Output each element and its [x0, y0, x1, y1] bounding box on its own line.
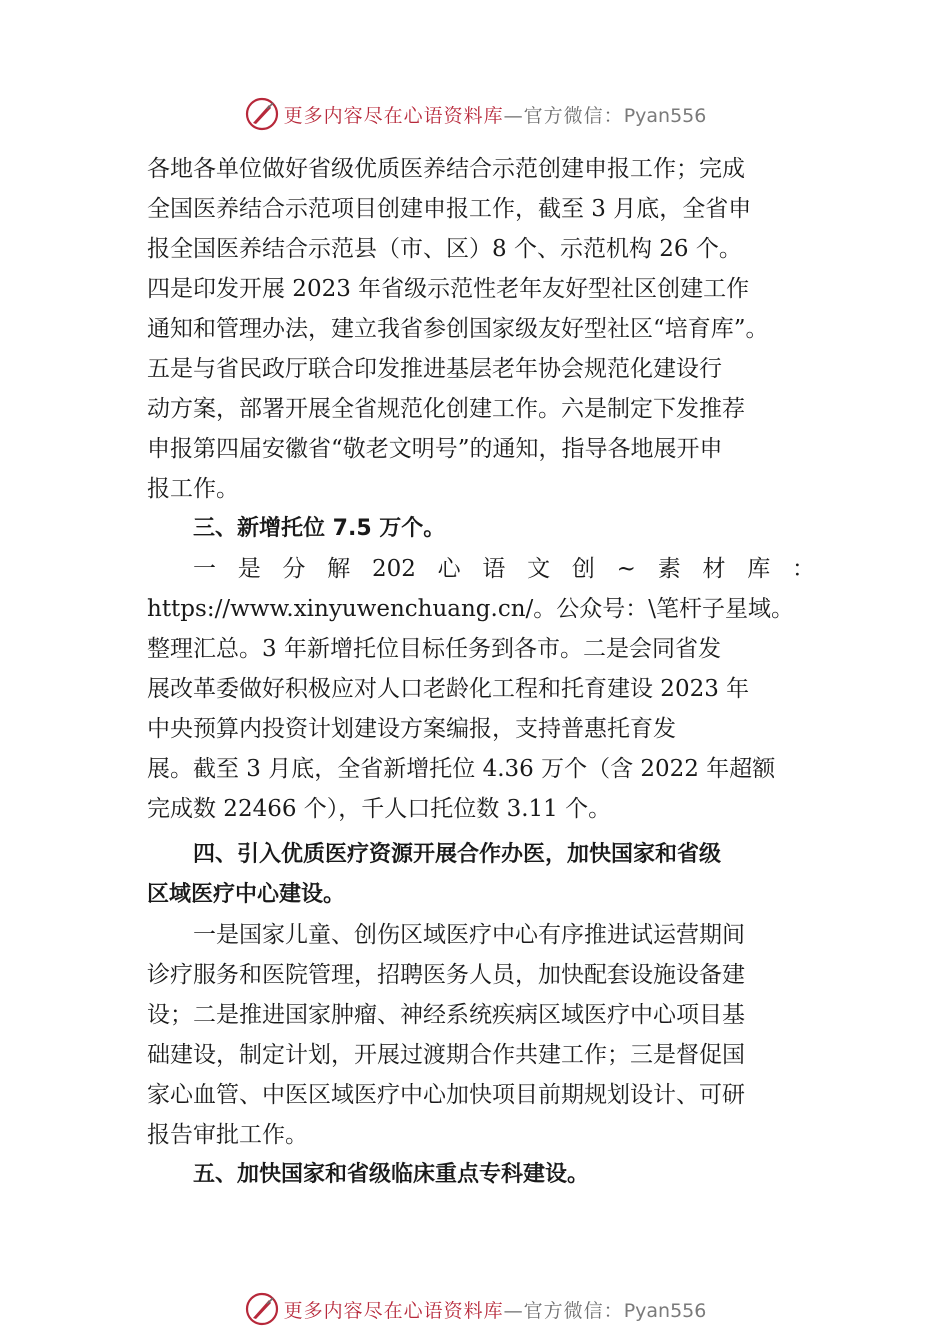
- spaced-token: 库: [747, 556, 771, 582]
- spaced-token: 文: [527, 556, 551, 582]
- text-line: 报全国医养结合示范县（市、区）8 个、示范机构 26 个。: [147, 236, 742, 262]
- section-heading-3: 三、新增托位 7.5 万个。: [193, 516, 446, 541]
- text-line: 整理汇总。3 年新增托位目标任务到各市。二是会同省发: [147, 636, 721, 662]
- text-line: 家心血管、中医区域医疗中心加快项目前期规划设计、可研: [147, 1082, 745, 1108]
- watermark-banner-bottom: [0, 1289, 950, 1329]
- spaced-token: 是: [237, 556, 261, 582]
- spaced-line: [147, 549, 815, 589]
- spaced-token: ~: [616, 556, 636, 582]
- quill-logo-icon: [244, 96, 280, 132]
- spaced-token: 202: [372, 556, 416, 582]
- text-line: 五是与省民政厅联合印发推进基层老年协会规范化建设行: [147, 356, 722, 382]
- text-line: 诊疗服务和医院管理，招聘医务人员，加快配套设施设备建: [147, 962, 745, 988]
- spaced-token: 解: [327, 556, 351, 582]
- section-heading-4: 四、引入优质医疗资源开展合作办医，加快国家和省级: [193, 842, 722, 867]
- text-line: 中央预算内投资计划建设方案编报，支持普惠托育发: [147, 716, 676, 742]
- quill-logo-icon: [244, 1291, 280, 1327]
- watermark-banner-top: [0, 94, 950, 134]
- spaced-token: 语: [482, 556, 506, 582]
- text-line: 各地各单位做好省级优质医养结合示范创建申报工作；完成: [147, 156, 745, 182]
- spaced-token: 心: [437, 556, 461, 582]
- text-line: 设；二是推进国家肿瘤、神经系统疾病区域医疗中心项目基: [147, 1002, 745, 1028]
- spaced-token: 材: [702, 556, 726, 582]
- text-line: 展。截至 3 月底，全省新增托位 4.36 万个（含 2022 年超额: [147, 756, 776, 782]
- text-line: 一是国家儿童、创伤区域医疗中心有序推进试运营期间: [193, 922, 745, 948]
- spaced-token: 创: [571, 556, 595, 582]
- text-line: 展改革委做好积极应对人口老龄化工程和托育建设 2023 年: [147, 676, 750, 702]
- text-line: 动方案，部署开展全省规范化创建工作。六是制定下发推荐: [147, 396, 745, 422]
- document-body: [147, 149, 815, 1195]
- text-line: 础建设，制定计划，开展过渡期合作共建工作；三是督促国: [147, 1042, 745, 1068]
- text-line: 报工作。: [147, 476, 239, 502]
- text-line: 完成数 22466 个），千人口托位数 3.11 个。: [147, 796, 612, 822]
- section-heading-4-cont: 区域医疗中心建设。: [147, 882, 346, 907]
- spaced-token: 素: [657, 556, 681, 582]
- section-heading-5: 五、加快国家和省级临床重点专科建设。: [193, 1162, 590, 1187]
- text-line: 报告审批工作。: [147, 1122, 308, 1148]
- text-line: 四是印发开展 2023 年省级示范性老年友好型社区创建工作: [147, 276, 750, 302]
- banner-text: 更多内容尽在心语资料库—官方微信：Pyan556: [283, 104, 707, 127]
- spaced-token: 一: [193, 556, 216, 582]
- spaced-token: 分: [282, 556, 306, 582]
- text-line: 申报第四届安徽省“敬老文明号”的通知，指导各地展开申: [147, 436, 723, 462]
- text-line: https://www.xinyuwenchuang.cn/。公众号：\笔杆子星域。: [147, 596, 795, 622]
- text-line: 通知和管理办法，建立我省参创国家级友好型社区“培育库”。: [147, 316, 769, 342]
- text-line: 全国医养结合示范项目创建申报工作，截至 3 月底，全省申: [147, 196, 752, 222]
- spaced-token: ：: [791, 556, 815, 582]
- banner-text: 更多内容尽在心语资料库—官方微信：Pyan556: [283, 1299, 707, 1322]
